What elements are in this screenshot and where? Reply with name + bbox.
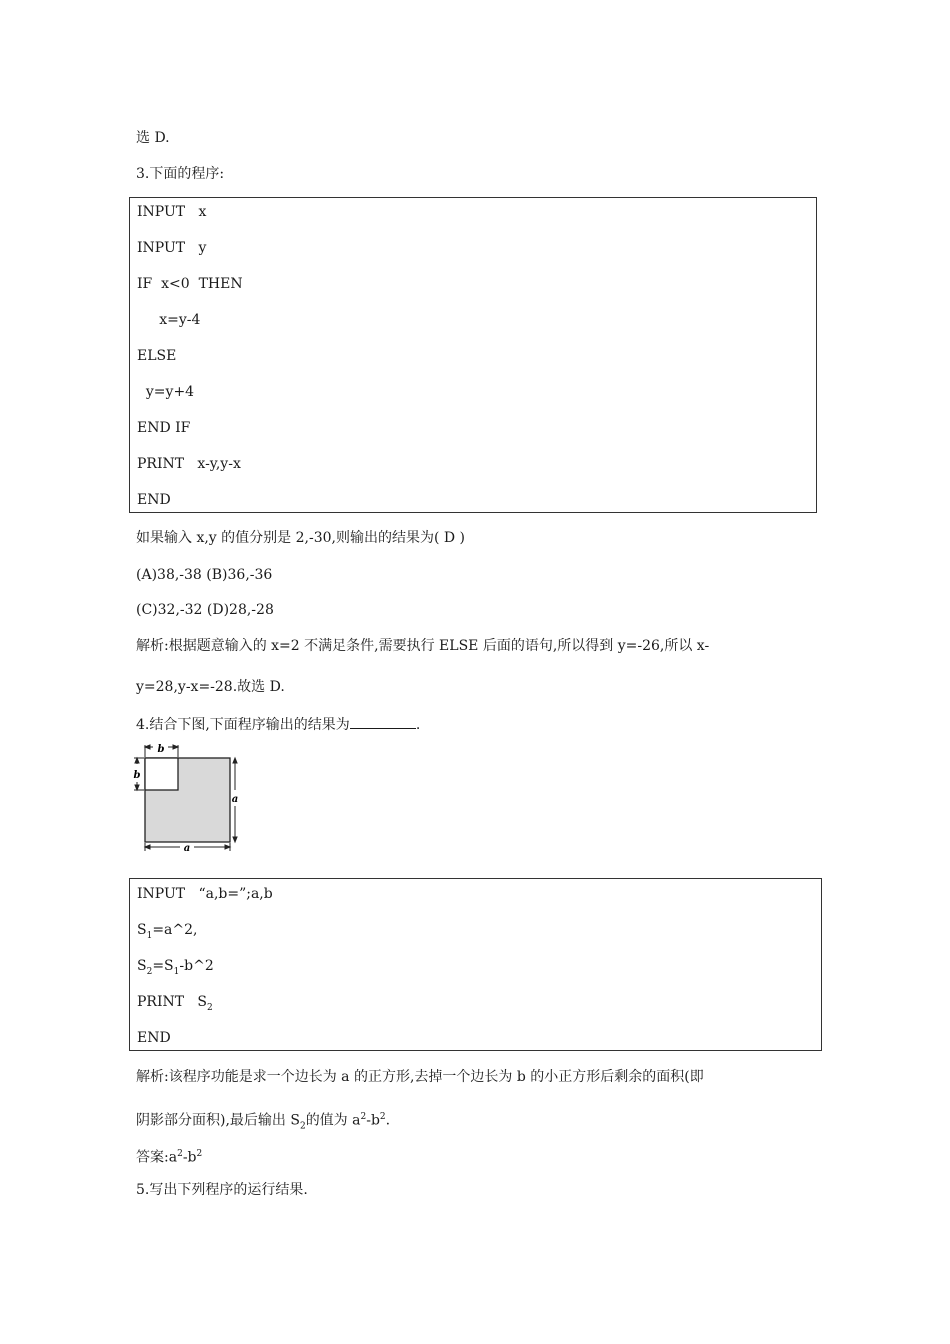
q4-title	[136, 714, 420, 735]
q3-options-row-2: (C)32,-32 (D)28,-28	[136, 602, 274, 618]
q3-options-row-1: (A)38,-38 (B)36,-36	[136, 567, 273, 583]
q3-code-line-5: ELSE	[137, 348, 177, 364]
q4-code-line-5: END	[137, 1030, 171, 1046]
answer-blank	[350, 714, 416, 729]
q3-title: 3.下面的程序:	[136, 166, 225, 182]
squares-figure	[132, 744, 244, 854]
q3-code-line-4: x=y-4	[137, 312, 201, 328]
q5-title: 5.写出下列程序的运行结果.	[136, 1182, 308, 1198]
label-a-right: a	[231, 794, 239, 805]
q4-code-line-1: INPUT “a,b=”;a,b	[137, 886, 273, 902]
small-square	[145, 758, 178, 790]
label-a-bottom: a	[183, 843, 191, 854]
q4-analysis-line-2: 阴影部分面积),最后输出 $S_2$的值为 $a^2-b^2$.	[136, 1112, 391, 1132]
q4-title-period: .	[415, 717, 421, 733]
prev-answer: 选 D.	[136, 130, 170, 146]
label-b-left: b	[133, 770, 141, 781]
q4-code-line-4: PRINT $S_2$	[137, 994, 213, 1013]
q4-code-box	[129, 878, 822, 1051]
q3-analysis-line-2: y=28,y-x=-28.故选 D.	[136, 679, 285, 695]
label-b-top: b	[157, 744, 165, 755]
q4-code-line-2: $S_1=a\^{}2$,	[137, 922, 198, 941]
q4-code-line-3: $S_2=S_1-b\^{}2$	[137, 958, 214, 977]
q3-code-line-1: INPUT x	[137, 204, 207, 220]
q3-code-line-9: END	[137, 492, 171, 508]
q4-title-text: 4.结合下图,下面程序输出的结果为	[136, 717, 350, 733]
q3-code-line-8: PRINT x-y,y-x	[137, 456, 241, 472]
q3-code-line-2: INPUT y	[137, 240, 207, 256]
q4-answer: 答案$:a^2-b^2$	[136, 1149, 203, 1166]
q4-analysis-line-1: 解析:该程序功能是求一个边长为 a 的正方形,去掉一个边长为 b 的小正方形后剩余的面积(即	[136, 1069, 704, 1085]
q3-code-line-6: y=y+4	[137, 384, 195, 400]
q3-code-box	[129, 197, 817, 513]
q3-code-line-7: END IF	[137, 420, 191, 436]
q3-code-line-3: IF x<0 THEN	[137, 276, 243, 292]
q3-stem: 如果输入 x,y 的值分别是 2,-30,则输出的结果为( D )	[136, 530, 466, 546]
q3-analysis-line-1: 解析:根据题意输入的 x=2 不满足条件,需要执行 ELSE 后面的语句,所以得到 y=-26,所以 x-	[136, 638, 710, 654]
